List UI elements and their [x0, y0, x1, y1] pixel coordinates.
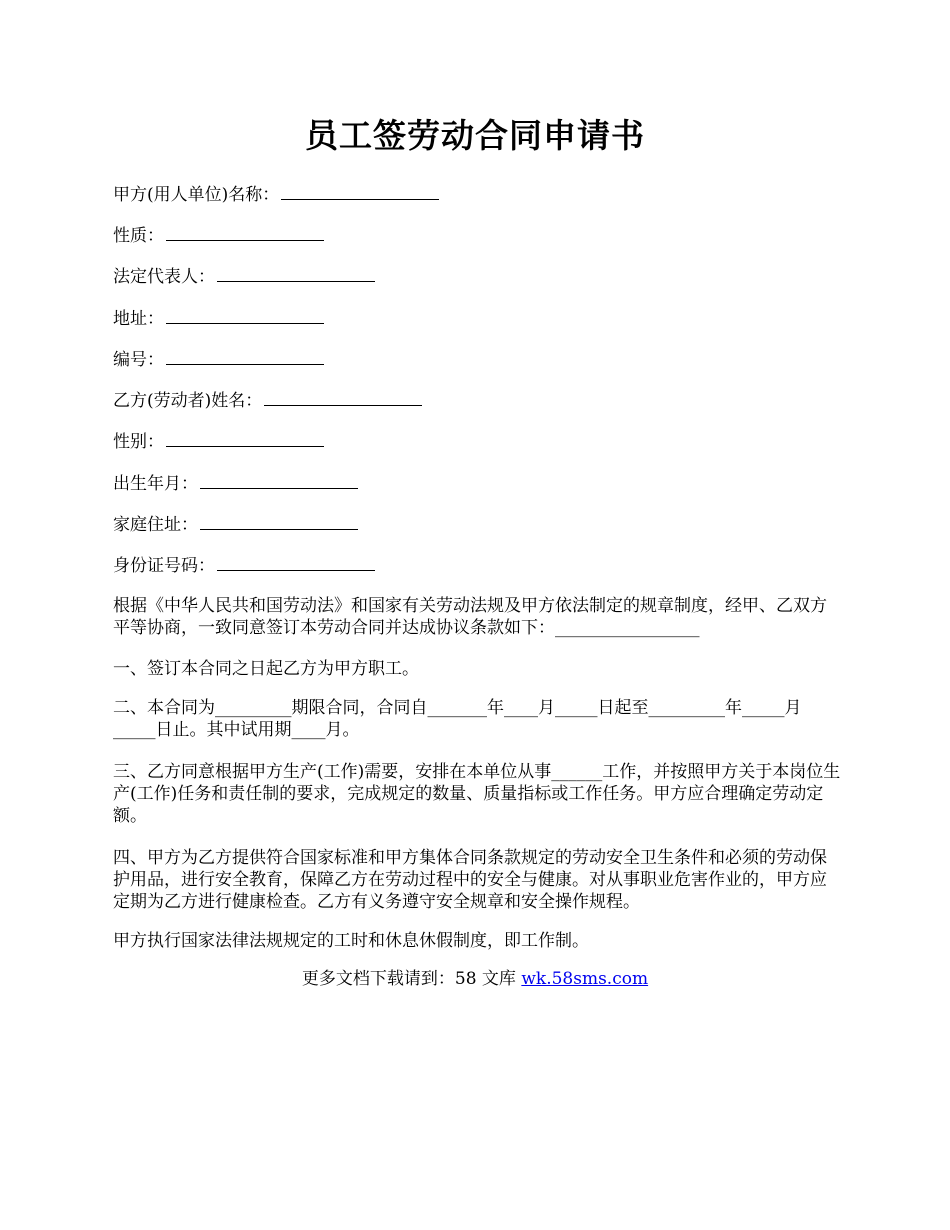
field-label: 性质： [113, 226, 164, 246]
field-label: 身份证号码： [113, 556, 215, 576]
field-label: 家庭住址： [113, 515, 198, 535]
field-label: 法定代表人： [113, 267, 215, 287]
field-birth-date [113, 471, 358, 496]
document-title: 员工签劳动合同申请书 [305, 116, 645, 155]
paragraph-clause-2: 二、本合同为_________期限合同，合同自_______年____月_____日起至_________年_____月_____日止。其中试用期____月。 [113, 698, 802, 740]
footer-text: 更多文档下载请到：58 文库 [301, 969, 522, 989]
footer-download-note [0, 967, 950, 991]
field-label: 编号： [113, 350, 164, 370]
field-gender [113, 429, 324, 454]
field-label: 乙方(劳动者)姓名： [113, 391, 263, 411]
paragraph-clause-1: 一、签订本合同之日起乙方为甲方职工。 [113, 659, 419, 679]
fill-in-blank [264, 388, 422, 406]
field-number [113, 347, 324, 372]
field-label: 性别： [113, 432, 164, 452]
field-label: 甲方(用人单位)名称： [113, 185, 280, 205]
field-nature [113, 223, 324, 248]
fill-in-blank [200, 512, 358, 530]
fill-in-blank [166, 347, 324, 365]
field-party-b-name [113, 388, 422, 413]
fill-in-blank [166, 306, 324, 324]
paragraph-clause-3: 三、乙方同意根据甲方生产(工作)需要，安排在本单位从事______工作，并按照甲方关于本岗位生产(工作)任务和责任制的要求，完成规定的数量、质量指标或工作任务。甲方应合理确定劳动定额。 [113, 762, 841, 826]
fill-in-blank [217, 553, 375, 571]
fill-in-blank [281, 182, 439, 200]
field-label: 出生年月： [113, 474, 198, 494]
paragraph-preamble: 根据《中华人民共和国劳动法》和国家有关劳动法规及甲方依法制定的规章制度，经甲、乙双方平等协商，一致同意签订本劳动合同并达成协议条款如下：_________________ [113, 596, 827, 638]
field-home-address [113, 512, 358, 537]
field-address [113, 306, 324, 331]
paragraph-working-hours: 甲方执行国家法律法规规定的工时和休息休假制度，即工作制。 [113, 931, 589, 951]
field-label: 地址： [113, 309, 164, 329]
field-id-number [113, 553, 375, 578]
fill-in-blank [166, 223, 324, 241]
field-party-a-name [113, 182, 439, 207]
fill-in-blank [217, 264, 375, 282]
field-legal-representative [113, 264, 375, 289]
fill-in-blank [200, 471, 358, 489]
footer-link[interactable]: wk.58sms.com [521, 969, 649, 989]
fill-in-blank [166, 429, 324, 447]
paragraph-clause-4: 四、甲方为乙方提供符合国家标准和甲方集体合同条款规定的劳动安全卫生条件和必须的劳动保护用品，进行安全教育，保障乙方在劳动过程中的安全与健康。对从事职业危害作业的，甲方应定期为乙方进行健康检查。乙方有义务遵守安全规章和安全操作规程。 [113, 848, 827, 912]
